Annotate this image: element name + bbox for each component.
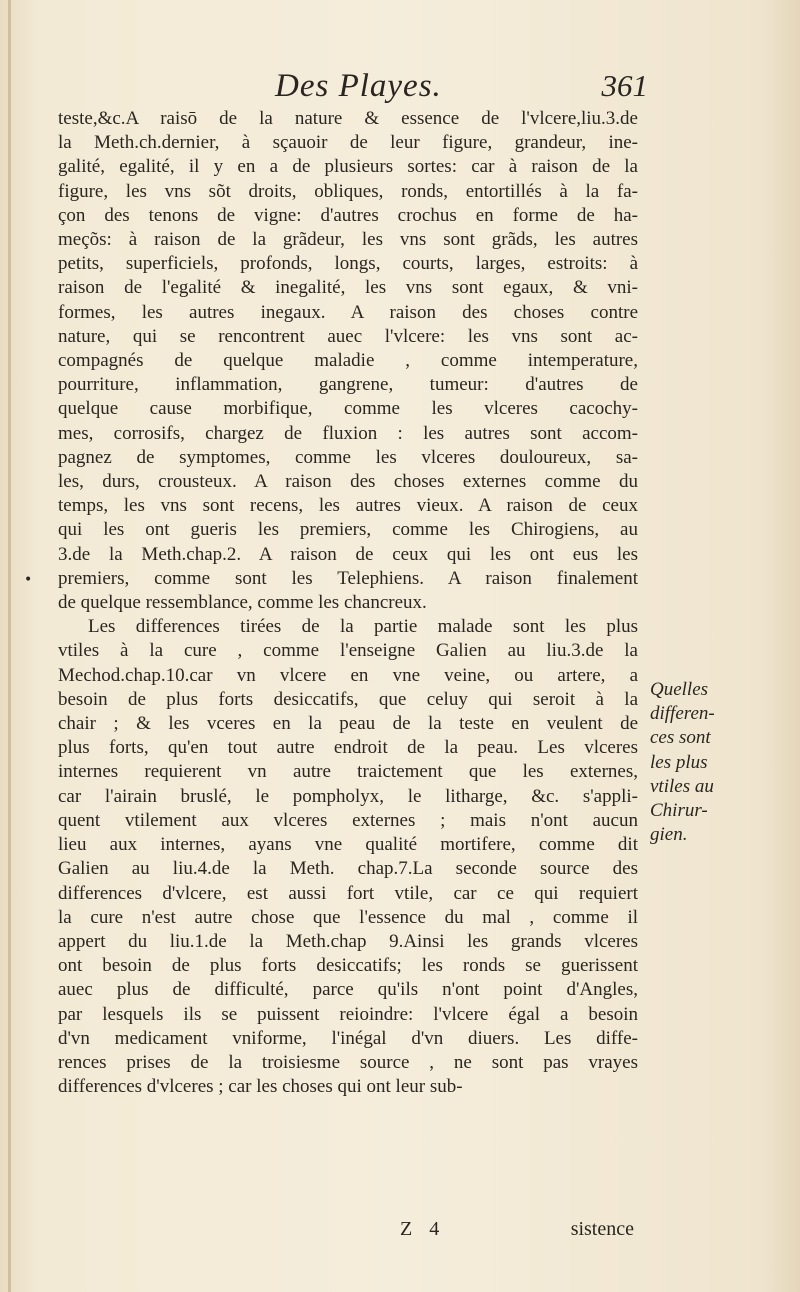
text-line: Mechod.chap.10.car vn vlcere en vne veine, ou artere, a: [58, 664, 638, 686]
text-line: internes requierent vn autre traictement que les externes,: [58, 761, 638, 783]
text-line: differences d'vlceres ; car les choses qui ont leur sub-: [58, 1076, 463, 1098]
text-line: compagnés de quelque maladie , comme intemperature,: [58, 350, 638, 372]
text-line: Galien au liu.4.de la Meth. chap.7.La seconde source des: [58, 858, 638, 880]
text-line: plus forts, qu'en tout autre endroit de la peau. Les vlceres: [58, 737, 638, 759]
text-line: figure, les vns sõt droits, obliques, ronds, entortillés à la fa-: [58, 180, 638, 202]
margin-mark: •: [24, 572, 33, 588]
text-line: pagnez de symptomes, comme les vlceres douloureux, sa-: [58, 446, 638, 468]
text-line: teste,&c.A raisō de la nature & essence de l'vlcere,liu.3.de: [58, 108, 638, 129]
text-line: la Meth.ch.dernier, à sçauoir de leur figure, grandeur, ine-: [58, 132, 638, 154]
margin-note-line: ces sont: [650, 727, 711, 749]
catchword: sistence: [570, 1218, 634, 1240]
text-line: petits, superficiels, profonds, longs, courts, larges, estroits: à: [58, 253, 638, 275]
text-line: les, durs, crousteux. A raison des choses externes comme du: [58, 471, 638, 493]
text-line: lieu aux internes, ayans vne qualité mortifere, comme dit: [58, 834, 638, 856]
text-line: car l'airain bruslé, le pompholyx, le litharge, &c. s'appli-: [58, 785, 638, 807]
text-line: chair ; & les vceres en la peau de la teste en veulent de: [58, 713, 638, 735]
page-number: 361: [601, 68, 648, 103]
margin-note-line: Chirur-: [650, 800, 708, 822]
text-line: Les differences tirées de la partie malade sont les plus: [88, 616, 638, 638]
text-line: qui les ont gueris les premiers, comme les Chirogiens, au: [58, 519, 638, 541]
text-line: nature, qui se rencontrent auec l'vlcere: les vns sont ac-: [58, 325, 638, 347]
margin-note: [650, 678, 780, 847]
text-line: quelque cause morbifique, comme les vlceres cacochy-: [58, 398, 638, 420]
margin-note-line: vtiles au: [650, 775, 714, 797]
text-line: mes, corrosifs, chargez de fluxion : les autres sont accom-: [58, 422, 638, 444]
text-line: auec plus de difficulté, parce qu'ils n'ont point d'Angles,: [58, 979, 638, 1001]
text-line: appert du liu.1.de la Meth.chap 9.Ainsi les grands vlceres: [58, 930, 638, 952]
text-line: par lesquels ils se puissent reioindre: l'vlcere égal a besoin: [58, 1003, 638, 1025]
page-header: [60, 66, 650, 112]
text-line: çon des tenons de vigne: d'autres crochus en forme de ha-: [58, 204, 638, 226]
text-line: raison de l'egalité & inegalité, les vns sont egaux, & vni-: [58, 277, 638, 299]
text-line: galité, egalité, il y en a de plusieurs sortes: car à raison de la: [58, 156, 638, 178]
text-line: la cure n'est autre chose que l'essence du mal , comme il: [58, 906, 638, 928]
margin-note-line: Quelles: [650, 679, 709, 700]
text-line: d'vn medicament vniforme, l'inégal d'vn diuers. Les diffe-: [58, 1027, 638, 1049]
text-line: formes, les autres inegaux. A raison des choses contre: [58, 301, 638, 323]
text-line: rences prises de la troisiesme source , ne sont pas vrayes: [58, 1051, 638, 1073]
page-footer: [60, 1218, 640, 1248]
text-line: meçõs: à raison de la grãdeur, les vns sont grãds, les autres: [58, 229, 638, 251]
text-line: 3.de la Meth.chap.2. A raison de ceux qui les ont eus les: [58, 543, 638, 565]
text-line: pourriture, inflammation, gangrene, tumeur: d'autres de: [58, 374, 638, 396]
text-line: besoin de plus forts desiccatifs, que celuy qui seroit à la: [58, 688, 638, 710]
text-line: ont besoin de plus forts desiccatifs; les ronds se guerissent: [58, 955, 638, 977]
signature-mark: Z 4: [400, 1218, 446, 1240]
margin-note-line: les plus: [650, 751, 708, 773]
text-line: de quelque ressemblance, comme les chancreux.: [58, 592, 427, 614]
text-line: quent vtilement aux vlceres externes ; mais n'ont aucun: [58, 809, 638, 831]
text-line: premiers, comme sont les Telephiens. A raison finalement: [58, 567, 638, 589]
running-title: Des Playes.: [275, 68, 442, 104]
body-text: [58, 107, 638, 1099]
margin-note-line: differen-: [650, 703, 715, 725]
margin-note-line: gien.: [650, 824, 688, 846]
text-line: temps, les vns sont recens, les autres vieux. A raison de ceux: [58, 495, 638, 517]
text-line: vtiles à la cure , comme l'enseigne Galien au liu.3.de la: [58, 640, 638, 662]
text-line: differences d'vlcere, est aussi fort vtile, car ce qui requiert: [58, 882, 638, 904]
